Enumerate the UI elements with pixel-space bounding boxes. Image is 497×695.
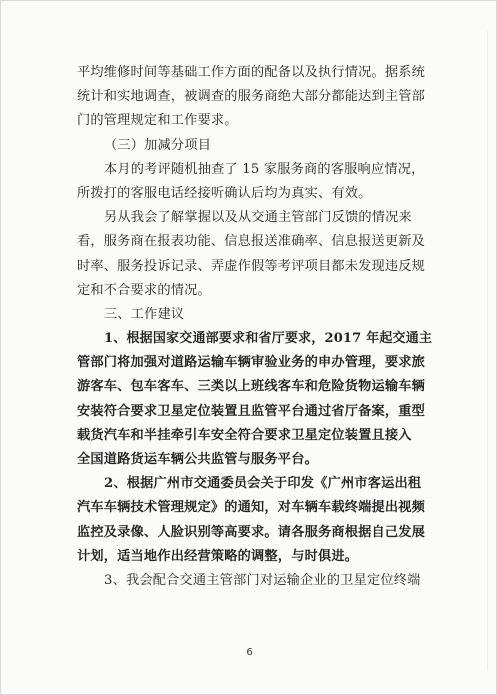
text-line: 管部门将加强对道路运输车辆审验业务的申办管理，要求旅 [77, 355, 426, 371]
text-line: 本月的考评随机抽查了 15 家服务商的客服响应情况， [104, 161, 425, 177]
text-line: 1、根据国家交通部要求和省厅要求，2017 年起交通主 [104, 331, 433, 347]
text-line: 时率、服务投诉记录、弄虚作假等考评项目都未发现违反规 [77, 258, 426, 274]
text-line: 另从我会了解掌握以及从交通主管部门反馈的情况来 [104, 210, 412, 226]
text-line: 看，服务商在报表功能、信息报送准确率、信息报送更新及 [77, 234, 426, 250]
text-line: 平均维修时间等基础工作方面的配备以及执行情况。据系统 [77, 65, 426, 80]
text-line: 监控及录像、人脸识别等高要求。请各服务商根据自己发展 [77, 524, 426, 540]
text-line: 统计和实地调查，被调查的服务商绝大部分都能达到主管部 [77, 89, 426, 105]
text-line: 汽车车辆技术管理规定》的通知，对车辆车载终端提出视频 [77, 500, 426, 516]
section-heading: 三、工作建议 [104, 306, 185, 322]
text-line: 计划，适当地作出经营策略的调整，与时俱进。 [77, 548, 359, 564]
page-body [77, 61, 433, 593]
text-line: 全国道路货运车辆公共监管与服务平台。 [77, 452, 318, 467]
text-line: 所拨打的客服电话经接听确认后均为真实、有效。 [77, 185, 372, 201]
text-line: 3、我会配合交通主管部门对运输企业的卫星定位终端 [104, 572, 421, 588]
text-line: 2、根据广州市交通委员会关于印发《广州市客运出租 [104, 476, 422, 492]
text-line: 门的管理规定和工作要求。 [77, 113, 238, 129]
text-line: 游客车、包车客车、三类以上班线客车和危险货物运输车辆 [77, 379, 426, 395]
section-heading: （三）加减分项目 [104, 137, 212, 153]
scan-edge [487, 31, 488, 671]
page-number: 6 [246, 647, 253, 658]
text-line: 安装符合要求卫星定位装置且监管平台通过省厅备案，重型 [77, 403, 426, 419]
text-line: 定和不合要求的情况。 [77, 282, 211, 298]
text-line: 载货汽车和半挂牵引车安全符合要求卫星定位装置且接入 [77, 427, 412, 443]
